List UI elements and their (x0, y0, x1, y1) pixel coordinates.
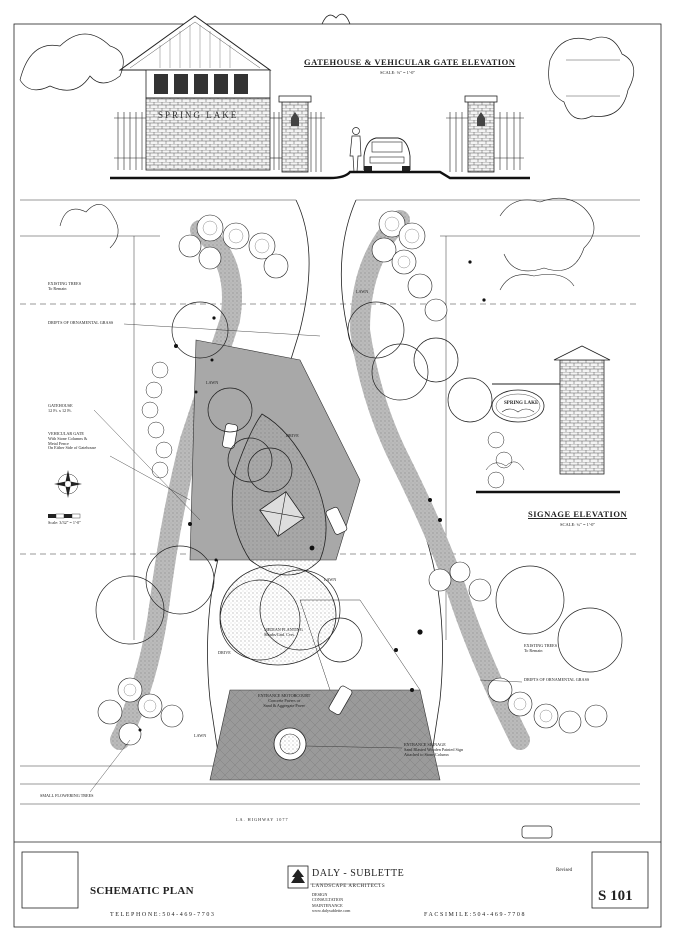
callout-line: Concrete Pavers or (268, 697, 301, 703)
telephone: TELEPHONE:504-469-7703 (110, 912, 216, 918)
service-line: www.dalysublette.com (312, 907, 351, 913)
callout-line: ENTRANCE SIGNAGE (404, 742, 446, 747)
callout-entrance-signage (404, 743, 463, 757)
callout-drifts-right: DRIFTS OF ORNAMENTAL GRASS (524, 677, 590, 682)
callout-line: Metal Fence (48, 440, 69, 446)
service-line: CONSULTATION (312, 897, 344, 903)
lawn-label: LAWN (324, 577, 337, 582)
revised-label: Revised (556, 868, 573, 873)
callout-small-flowering-trees: SMALL FLOWERING TREES (40, 793, 94, 798)
signage-sign-text: SPRING LAKE (504, 401, 539, 406)
callout-line: On Either Side of Gatehouse (48, 445, 97, 451)
firm-name: DALY - SUBLETTE (312, 868, 405, 879)
top-ornament (322, 14, 350, 24)
callout-line: To Remain (48, 285, 67, 291)
callout-line: 12 Ft. x 12 Ft. (48, 407, 72, 413)
lawn-label: LAWN (194, 733, 207, 738)
callout-vehicular-gate (48, 432, 96, 451)
drive-label: DRIVE (286, 433, 299, 438)
callout-line: Shrubs/Gnd. Cvrs. (264, 631, 296, 637)
callout-line: EXISTING TREES (48, 281, 82, 286)
sheet-number: S 101 (598, 888, 633, 904)
callout-line: Attached to Stone Column (404, 751, 449, 757)
scale-bar-label: Scale: 3/32" = 1'-0" (48, 520, 81, 525)
facsimile: FACSIMILE:504-469-7708 (424, 912, 527, 918)
callout-entrance-motorcourt (258, 694, 310, 708)
callout-line: Sand & Aggregate Paver (263, 702, 305, 708)
callout-line: VEHICULAR GATE (48, 431, 84, 436)
lawn-label: LAWN (356, 289, 369, 294)
callout-drifts-left: DRIFTS OF ORNAMENTAL GRASS (48, 320, 114, 325)
drive-label: DRIVE (218, 650, 231, 655)
signage-elevation (476, 346, 620, 492)
plan-title: SCHEMATIC PLAN (90, 885, 194, 897)
callout-gatehouse (48, 404, 73, 414)
callout-median-planting (264, 628, 303, 638)
callout-line: Sand Blasted Wooden Painted Sign (404, 746, 464, 752)
callout-line: To Remain (524, 647, 543, 653)
service-line: DESIGN (312, 892, 328, 897)
signage-elevation-scale: SCALE: ¾" = 1'-0" (560, 522, 596, 527)
callout-line: EXISTING TREES (524, 643, 558, 648)
callout-line: With Stone Columns & (48, 435, 88, 441)
gatehouse-elevation-scale: SCALE: ⅛" = 1'-0" (380, 70, 416, 75)
firm-services (312, 892, 350, 913)
highway-label: LA. HIGHWAY 1077 (236, 817, 289, 822)
callout-line: ENTRANCE MOTORCOURT (258, 693, 311, 698)
callout-existing-trees-left (48, 282, 81, 292)
gatehouse-elevation-title: GATEHOUSE & VEHICULAR GATE ELEVATION (304, 57, 516, 67)
firm-subtitle: LANDSCAPE ARCHITECTS (312, 884, 386, 889)
service-line: MAINTENANCE (312, 902, 343, 908)
callout-line: GATEHOUSE (48, 403, 73, 408)
north-arrow (54, 470, 82, 498)
gatehouse-elevation (20, 16, 634, 178)
gatehouse-sign-text: SPRING LAKE (158, 110, 239, 120)
lawn-label: LAWN (206, 380, 219, 385)
callout-line: MEDIAN PLANTING (264, 627, 303, 632)
callout-existing-trees-right (524, 644, 557, 654)
signage-elevation-title: SIGNAGE ELEVATION (528, 509, 628, 519)
scale-bar-graphic (48, 514, 80, 518)
